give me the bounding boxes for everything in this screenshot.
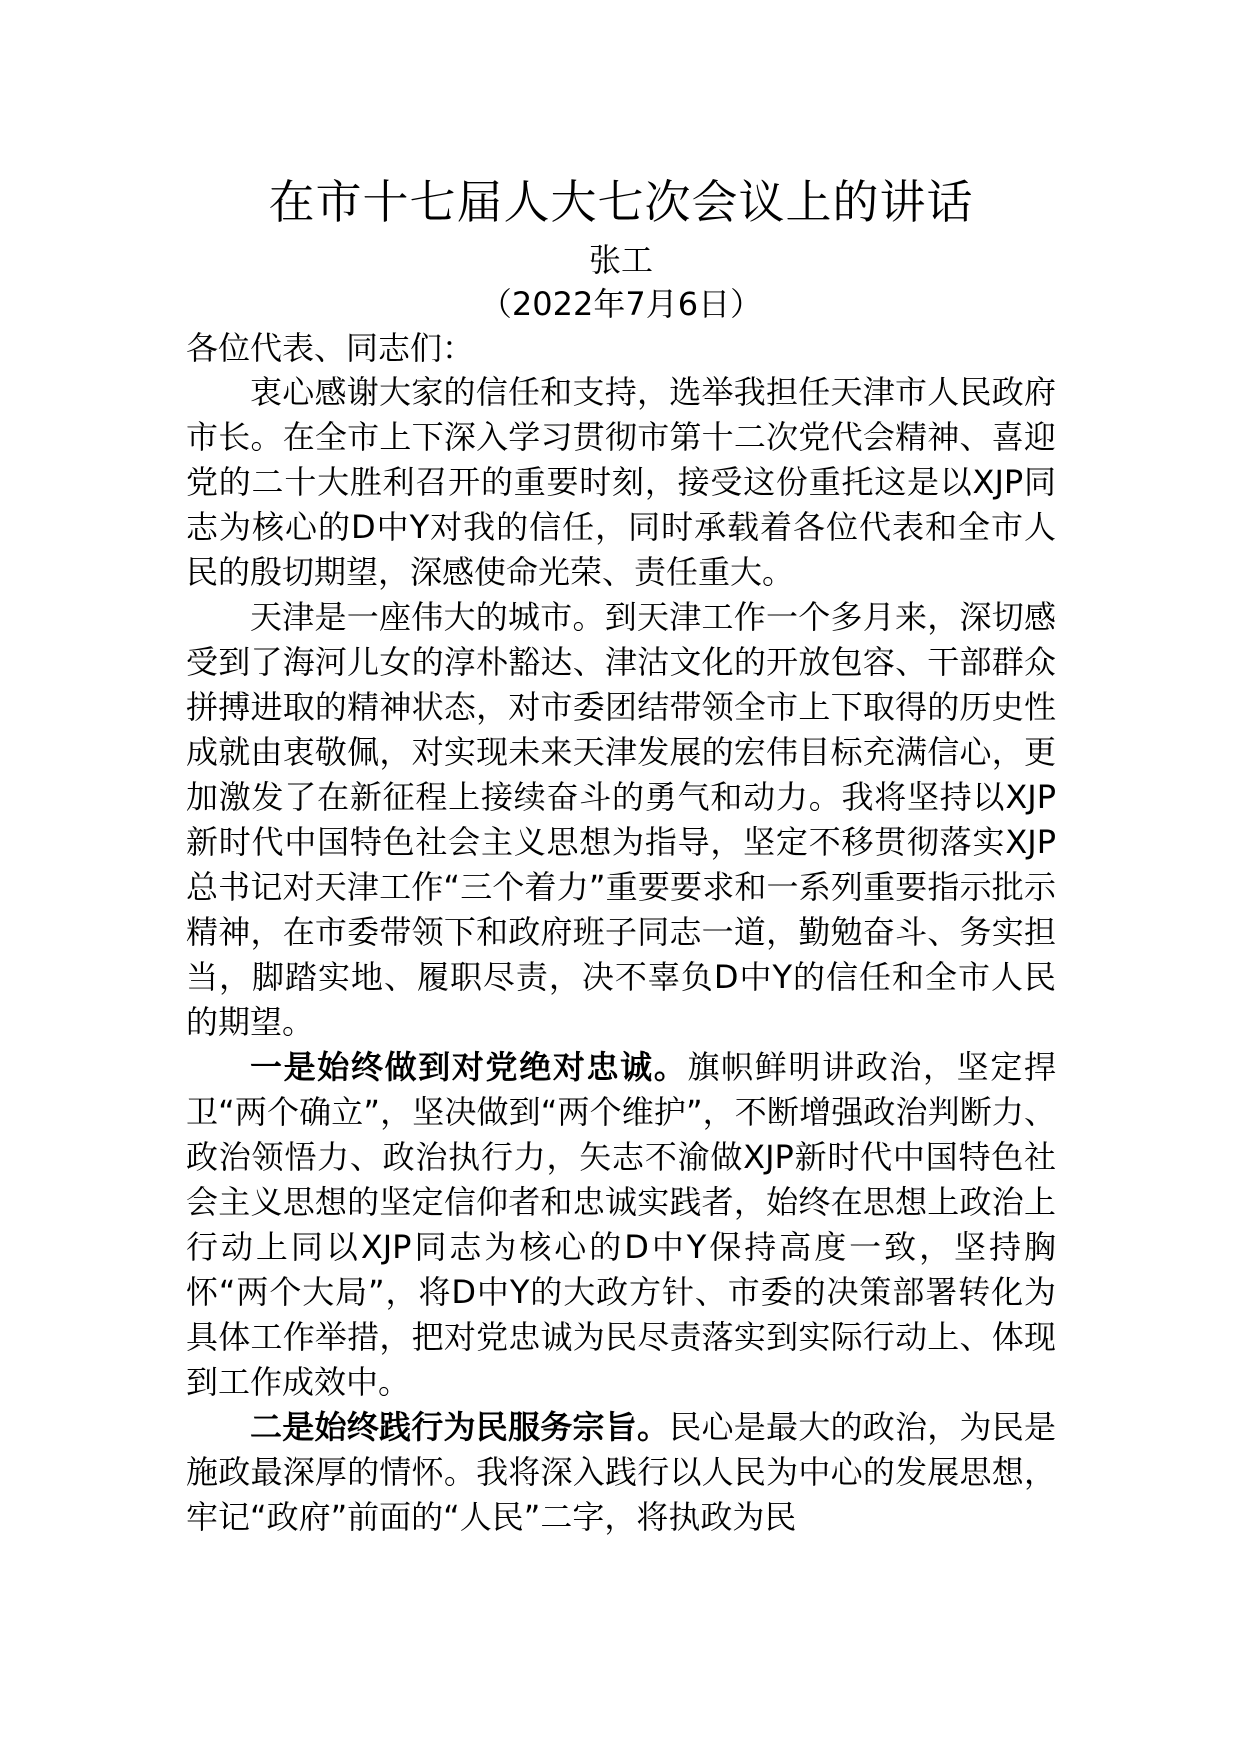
document-title: 在市十七届人大七次会议上的讲话 xyxy=(268,175,974,229)
paragraph-3 xyxy=(186,1045,1056,1405)
document-body xyxy=(186,170,1056,1540)
paragraph-1-text: 衷心感谢大家的信任和支持，选举我担任天津市人民政府市长。在全市上下深入学习贯彻市第十二次党代会精神、喜迎党的二十大胜利召开的重要时刻，接受这份重托这是以XJP同志为核心的D中Y对我的信任，同时承载着各位代表和全市人民的殷切期望，深感使命光荣、责任重大。 xyxy=(186,373,1056,591)
paragraph-3-text: 旗帜鲜明讲政治，坚定捍卫“两个确立”，坚决做到“两个维护”，不断增强政治判断力、政治领悟力、政治执行力，矢志不渝做XJP新时代中国特色社会主义思想的坚定信仰者和忠诚实践者，始终在思想上政治上行动上同以XJP同志为核心的D中Y保持高度一致，坚持胸怀“两个大局”，将D中Y的大政方针、市委的决策部署转化为具体工作举措，把对党忠诚为民尽责落实到实际行动上、体现到工作成效中。 xyxy=(186,1048,1056,1401)
document-author: 张工 xyxy=(588,241,653,279)
paragraph-4-lead: 二是始终践行为民服务宗旨。 xyxy=(250,1408,670,1446)
salutation: 各位代表、同志们： xyxy=(186,329,475,367)
paragraph-2 xyxy=(186,595,1056,1045)
document-date: （2022年7月6日） xyxy=(479,285,763,323)
paragraph-4 xyxy=(186,1405,1056,1540)
paragraph-2-text: 天津是一座伟大的城市。到天津工作一个多月来，深切感受到了海河儿女的淳朴豁达、津沽文化的开放包容、干部群众拼搏进取的精神状态，对市委团结带领全市上下取得的历史性成就由衷敬佩，对实现未来天津发展的宏伟目标充满信心，更加激发了在新征程上接续奋斗的勇气和动力。我将坚持以XJP新时代中国特色社会主义思想为指导，坚定不移贯彻落实XJP总书记对天津工作“三个着力”重要要求和一系列重要指示批示精神，在市委带领下和政府班子同志一道，勤勉奋斗、务实担当，脚踏实地、履职尽责，决不辜负D中Y的信任和全市人民的期望。 xyxy=(186,598,1056,1041)
paragraph-1 xyxy=(186,370,1056,595)
paragraph-3-lead: 一是始终做到对党绝对忠诚。 xyxy=(250,1048,688,1086)
paragraph-4-text: 民心是最大的政治，为民是施政最深厚的情怀。我将深入践行以人民为中心的发展思想，牢记“政府”前面的“人民”二字，将执政为民 xyxy=(186,1408,1056,1536)
